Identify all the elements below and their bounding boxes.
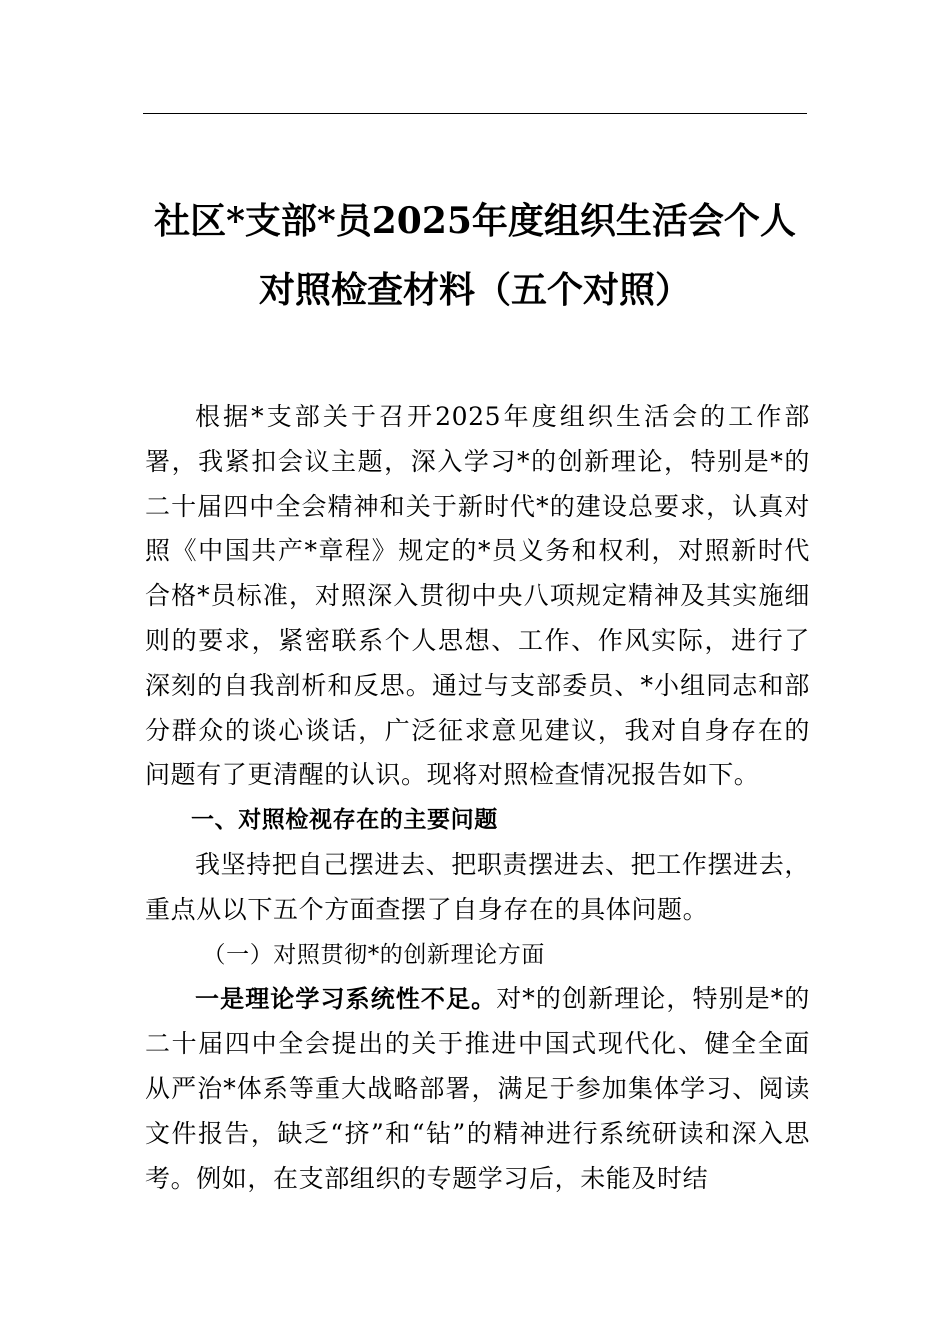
subsection-heading: （一）对照贯彻*的创新理论方面	[202, 941, 545, 968]
point-paragraph	[145, 977, 810, 1201]
point-text: 对*的创新理论，特别是*的二十届四中全会提出的关于推进中国式现代化、健全全面从严治*体系等重大战略部署，满足于参加集体学习、阅读文件报告，缺乏“挤”和“钻”的精神进行系统研读和深入思考。例如，在支部组织的专题学习后，未能及时结	[145, 984, 810, 1193]
page-title: 社区*支部*员2025年度组织生活会个人对照检查材料（五个对照）	[154, 200, 796, 312]
section-heading: 一、对照检视存在的主要问题	[191, 807, 498, 834]
point-lead: 一是理论学习系统性不足。	[195, 985, 497, 1014]
intro-paragraph: 根据*支部关于召开2025年度组织生活会的工作部署，我紧扣会议主题，深入学习*的创新理论，特别是*的二十届四中全会精神和关于新时代*的建设总要求，认真对照《中国共产*章程》规定的*员义务和权利，对照新时代合格*员标准，对照深入贯彻中央八项规定精神及其实施细则的要求，紧密联系个人思想、工作、作风实际，进行了深刻的自我剖析和反思。通过与支部委员、*小组同志和部分群众的谈心谈话，广泛征求意见建议，我对自身存在的问题有了更清醒的认识。现将对照检查情况报告如下。	[145, 402, 810, 790]
section-paragraph: 我坚持把自己摆进去、把职责摆进去、把工作摆进去，重点从以下五个方面查摆了自身存在的具体问题。	[145, 849, 810, 924]
document-body	[145, 395, 810, 1201]
header-rule	[143, 113, 807, 114]
